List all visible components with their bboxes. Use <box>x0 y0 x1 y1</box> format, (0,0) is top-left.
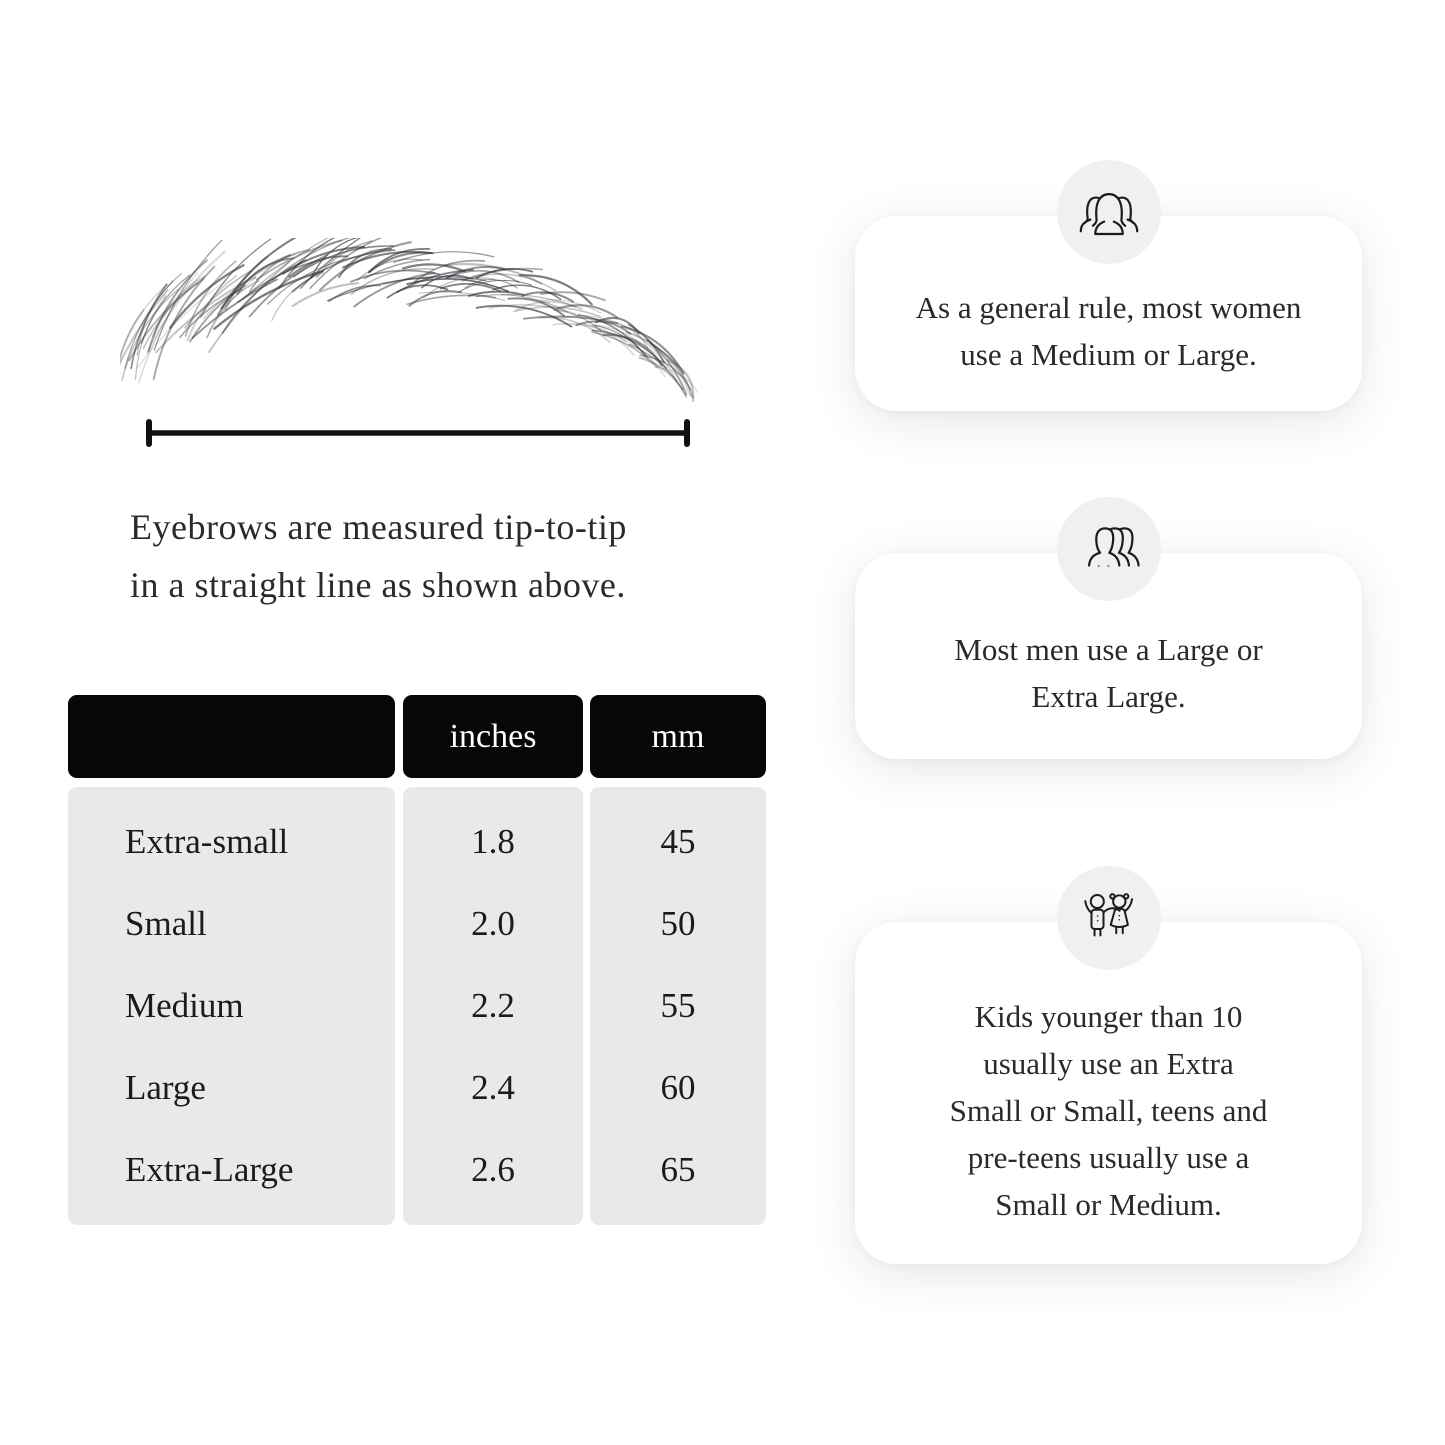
table-cell-mm: 50 <box>660 904 696 943</box>
men-group-icon <box>1057 497 1161 601</box>
card-text-line: use a Medium or Large. <box>960 336 1257 372</box>
card-text-line: Small or Medium. <box>995 1186 1222 1222</box>
table-cell-inches: 2.0 <box>471 904 515 943</box>
card-text-line: pre-teens usually use a <box>967 1139 1250 1175</box>
card-women <box>855 216 1362 411</box>
card-text-line: usually use an Extra <box>983 1045 1234 1081</box>
measurement-line <box>143 418 693 448</box>
table-cell-inches: 2.4 <box>471 1068 515 1107</box>
table-row-label: Medium <box>125 986 244 1025</box>
children-icon <box>1057 866 1161 970</box>
caption-line-1: Eyebrows are measured tip-to-tip <box>130 507 627 547</box>
table-cell-mm: 65 <box>660 1150 696 1189</box>
card-text-line: Most men use a Large or <box>954 632 1263 667</box>
table-header-mm: mm <box>590 695 766 778</box>
card-men <box>855 553 1362 759</box>
table-cell-inches: 2.6 <box>471 1150 515 1189</box>
table-row-label: Extra-small <box>125 822 289 861</box>
card-kids <box>855 922 1362 1264</box>
table-header-inches: inches <box>403 695 583 778</box>
caption-line-2: in a straight line as shown above. <box>130 565 626 605</box>
table-column-inches <box>403 787 583 1225</box>
size-table <box>68 695 766 1225</box>
table-cell-inches: 2.2 <box>471 986 515 1025</box>
table-cell-mm: 60 <box>660 1068 696 1107</box>
table-cell-inches: 1.8 <box>471 822 515 861</box>
table-cell-mm: 45 <box>660 822 696 861</box>
measurement-caption <box>130 498 627 614</box>
table-column-sizes <box>68 787 395 1225</box>
card-text-line: Kids younger than 10 <box>974 998 1243 1034</box>
card-text-line: Extra Large. <box>1031 679 1186 714</box>
table-row-label: Extra-Large <box>125 1150 294 1189</box>
card-text-line: As a general rule, most women <box>915 289 1302 325</box>
table-header-size <box>68 695 395 778</box>
eyebrow-illustration <box>120 238 698 402</box>
women-group-icon <box>1057 160 1161 264</box>
card-text-line: Small or Small, teens and <box>949 1092 1268 1128</box>
table-column-mm <box>590 787 766 1225</box>
eyebrow-figure <box>120 238 698 402</box>
table-row-label: Large <box>125 1068 206 1107</box>
table-row-label: Small <box>125 904 207 943</box>
table-cell-mm: 55 <box>660 986 696 1025</box>
